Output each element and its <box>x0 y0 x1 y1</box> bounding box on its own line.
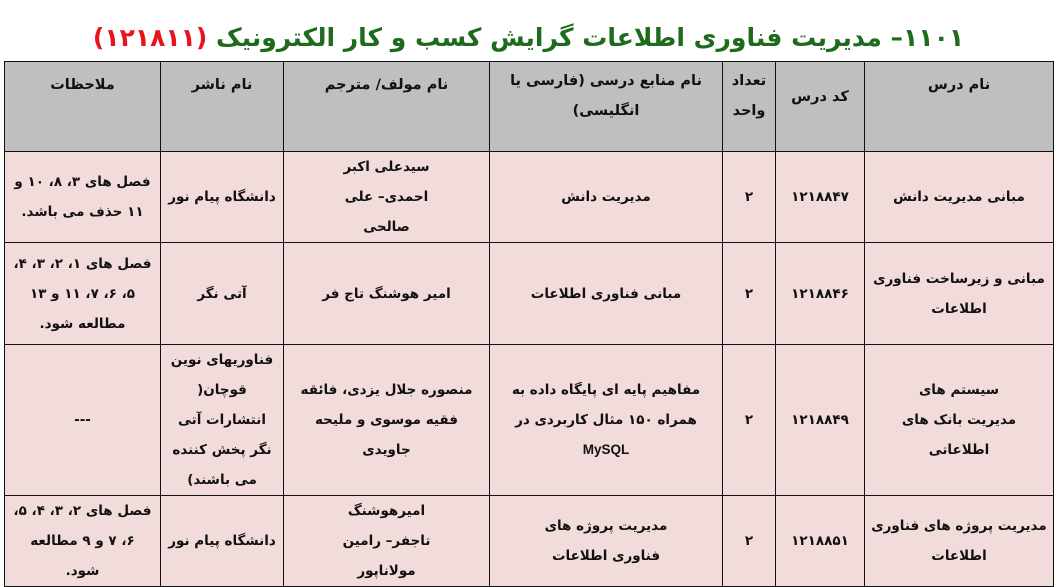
title-text: ۱۱۰۱– مدیریت فناوری اطلاعات گرایش کسب و کار الکترونیک <box>216 23 965 52</box>
cell-sources: مدیریت پروژه های فناوری اطلاعات <box>490 496 723 587</box>
course-table <box>4 61 1054 587</box>
cell-units: ۲ <box>723 345 776 496</box>
cell-author: سیدعلی اکبر احمدی– علی صالحی <box>284 152 490 243</box>
header-author: نام مولف/ مترجم <box>284 62 490 152</box>
cell-course-code: ۱۲۱۸۸۴۷ <box>776 152 865 243</box>
page-title <box>0 18 1057 58</box>
cell-units: ۲ <box>723 496 776 587</box>
cell-publisher: فناوریهای نوین قوچان( انتشارات آتی نگر پخش کننده می باشند) <box>161 345 284 496</box>
table-row <box>5 243 1054 345</box>
cell-notes: فصل های ۲، ۳، ۴، ۵، ۶، ۷ و ۹ مطالعه شود. <box>5 496 161 587</box>
header-units: تعداد واحد <box>723 62 776 152</box>
header-course-code: کد درس <box>776 62 865 152</box>
table-header-row <box>5 62 1054 152</box>
cell-units: ۲ <box>723 152 776 243</box>
header-course-name: نام درس <box>865 62 1054 152</box>
sources-latin-text: MySQL <box>582 442 630 457</box>
header-publisher: نام ناشر <box>161 62 284 152</box>
cell-author: امیر هوشنگ تاج فر <box>284 243 490 345</box>
cell-author: امیرهوشنگ تاجفر– رامین مولاناپور <box>284 496 490 587</box>
cell-publisher: دانشگاه پیام نور <box>161 152 284 243</box>
cell-course-name: مبانی مدیریت دانش <box>865 152 1054 243</box>
cell-publisher: دانشگاه پیام نور <box>161 496 284 587</box>
cell-course-code: ۱۲۱۸۸۴۹ <box>776 345 865 496</box>
header-sources: نام منابع درسی (فارسی یا انگلیسی) <box>490 62 723 152</box>
cell-course-name: مبانی و زیرساخت فناوری اطلاعات <box>865 243 1054 345</box>
header-notes: ملاحظات <box>5 62 161 152</box>
cell-course-name: مدیریت پروژه های فناوری اطلاعات <box>865 496 1054 587</box>
cell-sources <box>490 345 723 496</box>
cell-course-name: سیستم های مدیریت بانک های اطلاعاتی <box>865 345 1054 496</box>
cell-notes: فصل های ۳، ۸، ۱۰ و ۱۱ حذف می باشد. <box>5 152 161 243</box>
cell-sources: مبانی فناوری اطلاعات <box>490 243 723 345</box>
cell-course-code: ۱۲۱۸۸۵۱ <box>776 496 865 587</box>
cell-notes: --- <box>5 345 161 496</box>
cell-notes: فصل های ۱، ۲، ۳، ۴، ۵، ۶، ۷، ۱۱ و ۱۳ مطالعه شود. <box>5 243 161 345</box>
sources-text: مفاهیم پایه ای پایگاه داده به همراه ۱۵۰ مثال کاربردی در <box>511 382 701 428</box>
cell-publisher: آتی نگر <box>161 243 284 345</box>
table-row <box>5 496 1054 587</box>
cell-author: منصوره جلال یزدی، فائقه فقیه موسوی و ملیحه جاویدی <box>284 345 490 496</box>
table-row <box>5 152 1054 243</box>
cell-sources: مدیریت دانش <box>490 152 723 243</box>
cell-course-code: ۱۲۱۸۸۴۶ <box>776 243 865 345</box>
cell-units: ۲ <box>723 243 776 345</box>
table-row <box>5 345 1054 496</box>
title-program-code: (۱۲۱۸۱۱) <box>92 23 208 52</box>
